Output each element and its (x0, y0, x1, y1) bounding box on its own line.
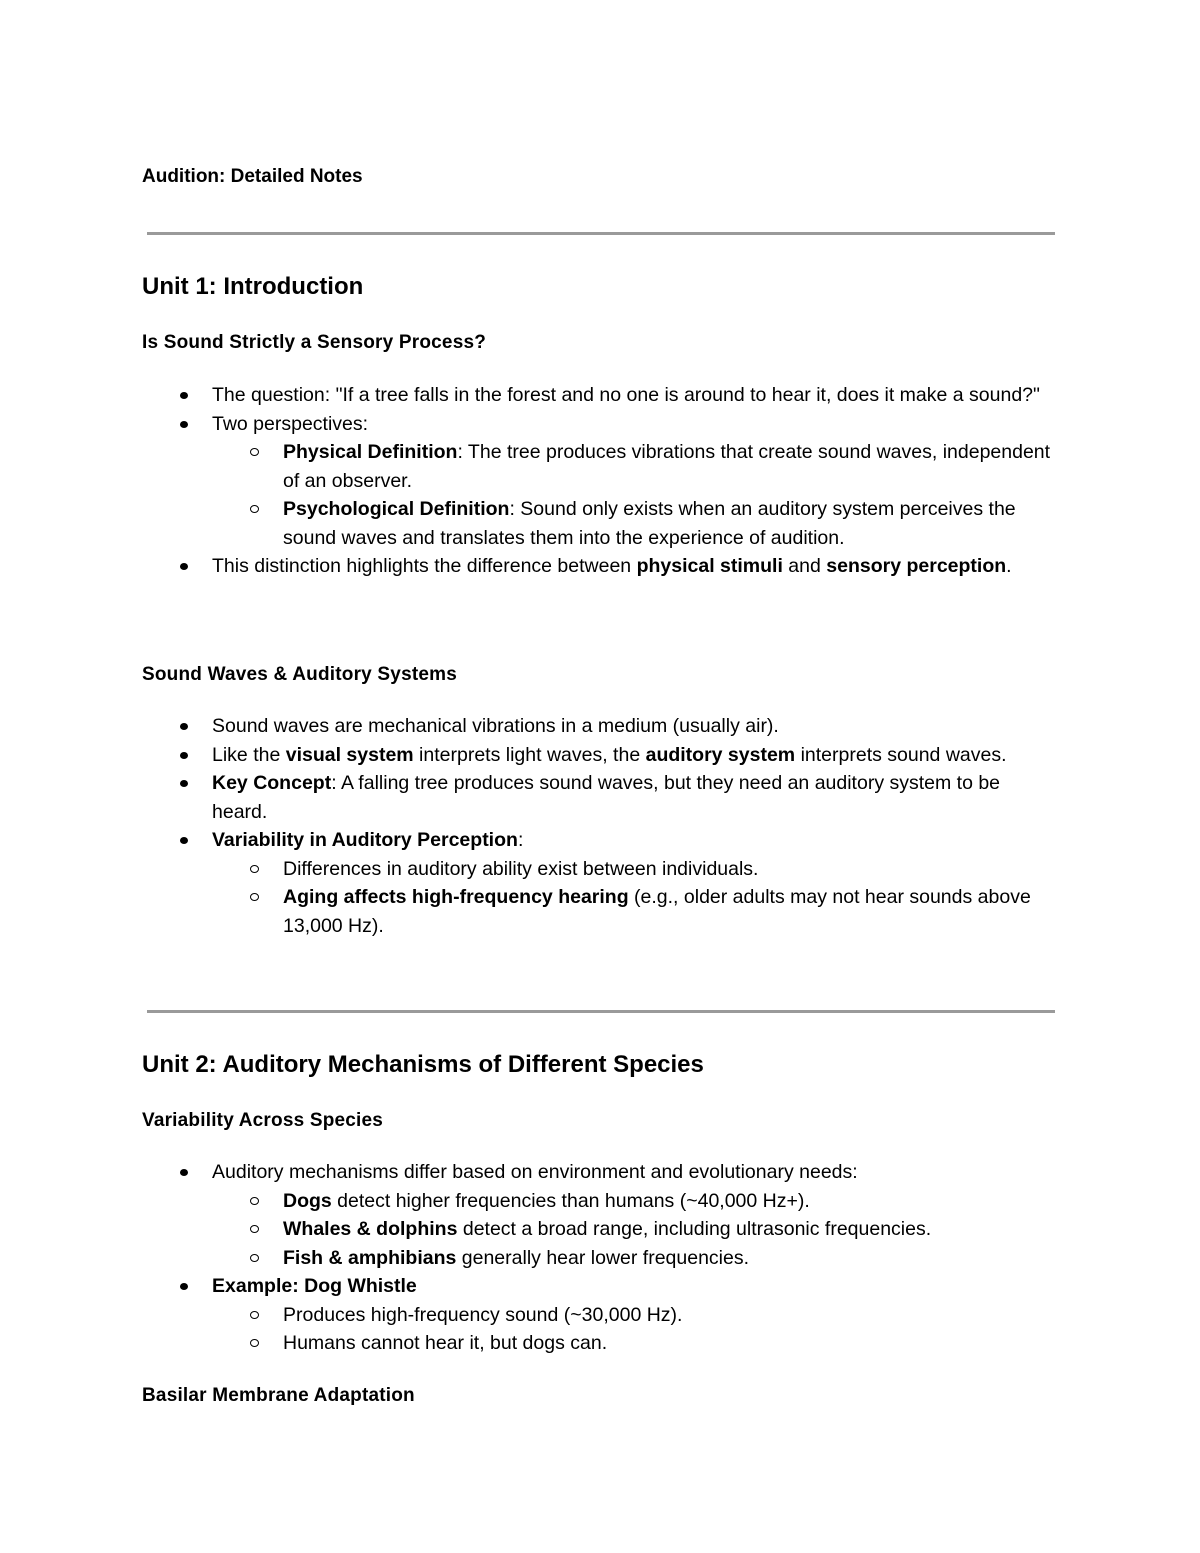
list-item: Key Concept: A falling tree produces sound waves, but they need an auditory system to be heard. (142, 769, 1057, 826)
bullet-list-species (142, 1158, 1057, 1358)
sub-list-item: Dogs detect higher frequencies than humans (~40,000 Hz+). (142, 1187, 1057, 1216)
list-item: Like the visual system interprets light waves, the auditory system interprets sound waves. (142, 741, 1057, 770)
horizontal-rule (147, 1010, 1055, 1013)
sub-list-item: Differences in auditory ability exist between individuals. (142, 855, 1057, 884)
unit2-heading: Unit 2: Auditory Mechanisms of Different Species (142, 1051, 704, 1078)
list-item: This distinction highlights the difference between physical stimuli and sensory perception. (142, 552, 1057, 581)
list-item: Example: Dog Whistle (142, 1272, 1057, 1301)
sub-list-item: Humans cannot hear it, but dogs can. (142, 1329, 1057, 1358)
section-heading-variability-species: Variability Across Species (142, 1110, 384, 1131)
list-item: The question: "If a tree falls in the forest and no one is around to hear it, does it make a sound?" (142, 381, 1057, 410)
list-item: Two perspectives: (142, 410, 1057, 439)
list-item: Sound waves are mechanical vibrations in a medium (usually air). (142, 712, 1057, 741)
list-item: Variability in Auditory Perception: (142, 826, 1057, 855)
horizontal-rule (147, 232, 1055, 235)
list-item: Auditory mechanisms differ based on environment and evolutionary needs: (142, 1158, 1057, 1187)
sub-list-item: Physical Definition: The tree produces vibrations that create sound waves, independent of an observer. (142, 438, 1057, 495)
section-heading-basilar-membrane: Basilar Membrane Adaptation (142, 1385, 415, 1406)
sub-list-item: Psychological Definition: Sound only exists when an auditory system perceives the sound waves and translates them into the experience of audition. (142, 495, 1057, 552)
document-title: Audition: Detailed Notes (142, 166, 363, 187)
unit1-heading: Unit 1: Introduction (142, 273, 364, 300)
sub-list-item: Produces high-frequency sound (~30,000 Hz). (142, 1301, 1057, 1330)
sub-list-item: Fish & amphibians generally hear lower frequencies. (142, 1244, 1057, 1273)
section-heading-sound-waves: Sound Waves & Auditory Systems (142, 664, 457, 685)
sub-list-item: Whales & dolphins detect a broad range, including ultrasonic frequencies. (142, 1215, 1057, 1244)
bullet-list-sensory-process (142, 381, 1057, 581)
bullet-list-sound-waves (142, 712, 1057, 940)
sub-list-item: Aging affects high-frequency hearing (e.g., older adults may not hear sounds above 13,000 Hz). (142, 883, 1057, 940)
section-heading-sensory-process: Is Sound Strictly a Sensory Process? (142, 332, 487, 353)
